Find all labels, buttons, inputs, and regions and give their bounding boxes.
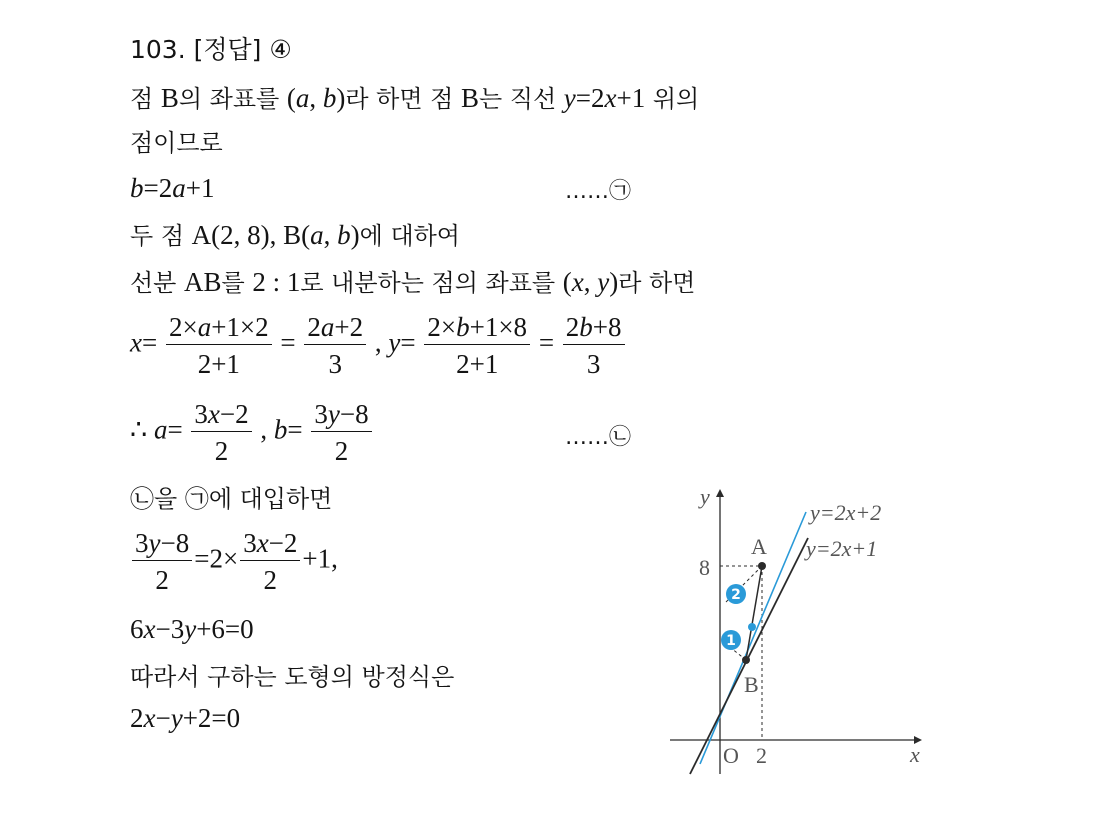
formula-substitution: $\frac{3y-8}{2}$ =2× $\frac{3x-2}{2}$ +1, — [130, 527, 338, 596]
text-line-6: ㉡을 ㉠에 대입하면 — [130, 485, 333, 513]
text-line-1: 점 B의 좌표를 (a, b)라 하면 점 B는 직선 y=2x+1 위의 — [130, 83, 700, 113]
fraction-lhs: $\frac{3y-8}{2}$ — [132, 527, 192, 596]
point-b-dot — [742, 656, 750, 664]
formula-a-b: ∴ a= $\frac{3x-2}{2}$ , b= $\frac{3y-8}{2}$ — [130, 398, 374, 467]
internal-point-dot — [748, 623, 756, 631]
marker-giyeok: ……㉠ — [565, 179, 632, 204]
badge-2-label: 2 — [731, 587, 741, 603]
fraction-a: $\frac{3x-2}{2}$ — [191, 398, 251, 467]
y-tick-8: 8 — [699, 555, 710, 580]
final-answer: 2x−y+2=0 — [130, 703, 241, 733]
fraction-rhs: $\frac{3x-2}{2}$ — [240, 527, 300, 596]
y-axis-arrow-icon — [716, 489, 724, 497]
fraction-y-2: $\frac{2b+8}{3}$ — [563, 311, 625, 380]
marker-nieun: ……㉡ — [565, 425, 632, 450]
y-axis-label: y — [700, 484, 710, 509]
text-line-5: 선분 AB를 2 : 1로 내분하는 점의 좌표를 (x, y)라 하면 — [130, 267, 696, 297]
fraction-b: $\frac{3y-8}{2}$ — [311, 398, 371, 467]
equation-simplified: 6x−3y+6=0 — [130, 614, 254, 644]
fraction-x-1: $\frac{2\times a+1\times 2}{2+1}$ — [166, 311, 272, 380]
badge-1-label: 1 — [726, 633, 736, 649]
origin-label: O — [723, 743, 739, 768]
point-b-label: B — [744, 672, 759, 697]
x-axis-label: x — [910, 742, 920, 767]
line1-label: y=2x+2 — [810, 500, 882, 525]
formula-section-point: x= $\frac{2\times a+1\times 2}{2+1}$ = $\frac{2a+2}{3}$ , y= $\frac{2\times b+1\times 8}{2+1}$ = $\frac{2b+8}{3}$ — [130, 311, 627, 380]
equation-b: b=2a+1 — [130, 173, 215, 203]
line2-label: y=2x+1 — [806, 536, 878, 561]
point-a-dot — [758, 562, 766, 570]
coordinate-graph — [660, 472, 950, 782]
text-line-8: 따라서 구하는 도형의 방정식은 — [130, 663, 455, 691]
fraction-y-1: $\frac{2\times b+1\times 8}{2+1}$ — [424, 311, 530, 380]
text-line-2: 점이므로 — [130, 129, 223, 157]
problem-header — [130, 35, 292, 65]
header-text: 103. [정답] ④ — [130, 35, 292, 64]
text-line-4: 두 점 A(2, 8), B(a, b)에 대하여 — [130, 220, 460, 250]
fraction-x-2: $\frac{2a+2}{3}$ — [304, 311, 366, 380]
point-a-label: A — [751, 534, 767, 559]
x-tick-2: 2 — [756, 743, 767, 768]
